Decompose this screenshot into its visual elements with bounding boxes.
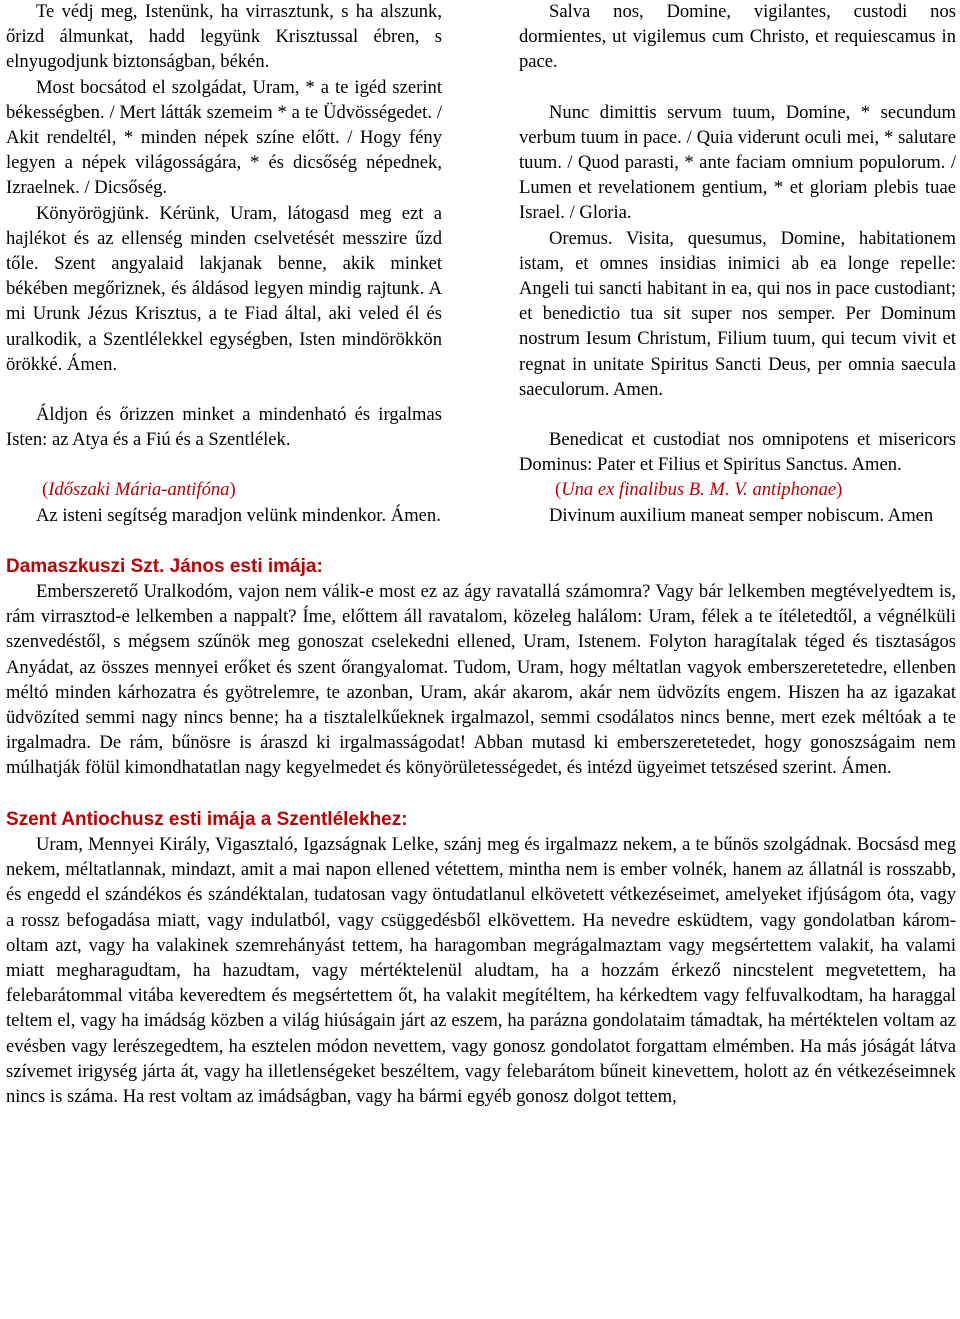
antiochus-heading: Szent Antiochusz esti imája a Szentlélekhez: <box>6 808 408 830</box>
oration-hu: Könyörögjünk. Kérünk, Uram, látogasd meg ezt a hajlékot és az ellenség minden cselvetését messzire űzd tőle. Szent angyalaid lakjanak benne, akik minket békében megőriznek, és áldásod legyen mindig rajtunk. A mi Urunk Jézus Krisztus, a te Fiad által, aki veled él és uralkodik, a Szentlélekkel egységben, Isten mindörökkön örökké. Ámen. <box>6 202 442 375</box>
canticle-la: Nunc dimittis servum tuum, Domine, * secundum verbum tuum in pace. / Quia viderunt oculi mei, * salutare tuum. / Quod parasti, * ante faciam omnium populorum. / Lumen et revelationem gentium, * et gloriam plebis tuae Israel. / Gloria. <box>519 101 956 224</box>
blessing-hu: Áldjon és őrizzen minket a mindenható és irgalmas Isten: az Atya és a Fiú és a Szentlélek. <box>6 404 442 451</box>
damascene-body: Emberszerető Uralkodóm, vajon nem válik-e most ez az ágy ravatallá számomra? Vagy bár lelkemben megtévelyedtem is, rám virrasztod-e lelkemben a nappalt? Íme, előttem áll ravatalom, közeleg halálom: Uram, félek a te ítéletedtől, a végnélküli szenvedéstől, s mégsem szűnök meg gonoszat cselekedni ellened, Uram, Istenem. Folyton haragítalak téged és tisztaságos Anyádat, az összes mennyei erőket és szent őrangyalomat. Tudom, Uram, hogy méltatlan vagyok emberszeretetedre, ellenben méltó minden kárhozatra és gyötrelemre, te azonban, Uram, akár akarom, akár nem üdvözíts engem. Hiszen ha az igazakat üdvözíted semmi nagy nincs benne; ha a tisztalelkűeknek irgalmazol, semmi csodálatos nincs benne, mert ezek méltóak a te irgalmadra. De rám, bűnösre is áraszd ki irgalmasságodat! Abban mutasd ki emberszeretetedet, hogy gonoszságaim nem múlhatják fölül kimondhatatlan nagy kegyelmedet és könyörületességedet, és intézd ügyeimet tetszésed szerint. Ámen. <box>6 581 956 779</box>
antiphon-label-la: (Una ex finalibus B. M. V. antiphonae) <box>555 479 843 501</box>
prayer-tail-hu: Te védj meg, Istenünk, ha virrasztunk, s ha alszunk, őrizd álmunkat, hadd legyünk Krisztussal ébren, s elnyugodjunk biztonságban, békén. <box>6 1 442 73</box>
final-hu: Az isteni segítség maradjon velünk mindenkor. Ámen. <box>36 504 441 526</box>
antiphon-label-hu: (Időszaki Mária-antifóna) <box>42 479 236 501</box>
prayer-tail-la: Salva nos, Domine, vigilantes, custodi nos dormientes, ut vigilemus cum Christo, et requiescamus in pace. <box>519 1 956 73</box>
antiphon-label-la-text: Una ex finalibus B. M. V. antiphonae <box>561 479 837 501</box>
antiochus-section <box>6 807 956 1109</box>
oration-la: Oremus. Visita, quesumus, Domine, habitationem istam, et omnes insidias inimici ab ea longe repelle: Angeli tui sancti habitant in ea, qui nos in pace custodiant; et benedictio tua sit super nos semper. Per Dominum nostrum Iesum Christum, Filium tuum, qui tecum vivit et regnat in unitate Spiritus Sancti Deus, per omnia saecula saeculorum. Amen. <box>519 227 956 400</box>
bilingual-columns <box>6 0 956 528</box>
blessing-la: Benedicat et custodiat nos omnipotens et misericors Dominus: Pater et Filius et Spiritus Sanctus. Amen. <box>519 429 956 476</box>
hungarian-column <box>6 0 442 528</box>
canticle-hu: Most bocsátod el szolgádat, Uram, * a te igéd szerint békességben. / Mert látták szemeim * a te Üdvösségedet. / Akit rendeltél, * minden népek színe előtt. / Hogy fény legyen a népek világosságára, * és dicsőség népednek, Izraelnek. / Dicsőség. <box>6 76 442 199</box>
damascene-heading: Damaszkuszi Szt. János esti imája: <box>6 555 323 577</box>
final-la: Divinum auxilium maneat semper nobiscum. Amen <box>549 504 934 526</box>
damascene-section <box>6 554 956 781</box>
document-page <box>6 0 956 1109</box>
antiphon-label-hu-text: Időszaki Mária-antifóna <box>48 479 230 501</box>
antiochus-body: Uram, Mennyei Király, Vigasztaló, Igazságnak Lelke, szánj meg és irgalmazz nekem, a te bűnös szolgádnak. Bocsásd meg nekem, méltatlannak, mindazt, amit a mai napon ellened vétettem, mintha nem is ember volnék, hanem az állatnál is rosszabb, és engedd el szándékos és szándéktalan, tudatosan vagy öntudatlanul elkövetett vétkezéseimet, amelyeket ifjúságom óta, vagy a rossz befogadása miatt, vagy indulatból, vagy csüggedésből elkövettem. Ha nevedre esküdtem, vagy gondolatban káromoltam azt, vagy ha valakinek szemrehányást tettem, ha haragomban megrágalmaztam vagy megsértettem valakit, ha valami miatt megharagudtam, ha hazudtam, vagy mértéktelenül aludtam, ha a hozzám érkező nincstelent megvetettem, ha felebarátommal vitába keveredtem és megsértettem őt, ha valakit megítéltem, ha kérkedtem vagy felfuvalkodtam, ha haraggal teltem el, vagy ha imádság közben a világ hiúságain járt az eszem, ha parázna gondolataim támadtak, ha mértéktelen voltam az evésben vagy lerészegedtem, ha esztelen módon nevettem, vagy gonosz gondolatot forgattam elmémben. Ha más jóságát látva szívemet irigység járta át, vagy ha illetlenségeket beszéltem, vagy felebarátom bűneit kinevettem, holott az én vétkezéseimnek nincs is száma. Ha rest voltam az imádságban, vagy ha bármi egyéb gonosz dolgot tettem, <box>6 833 956 1107</box>
latin-column <box>519 0 956 528</box>
